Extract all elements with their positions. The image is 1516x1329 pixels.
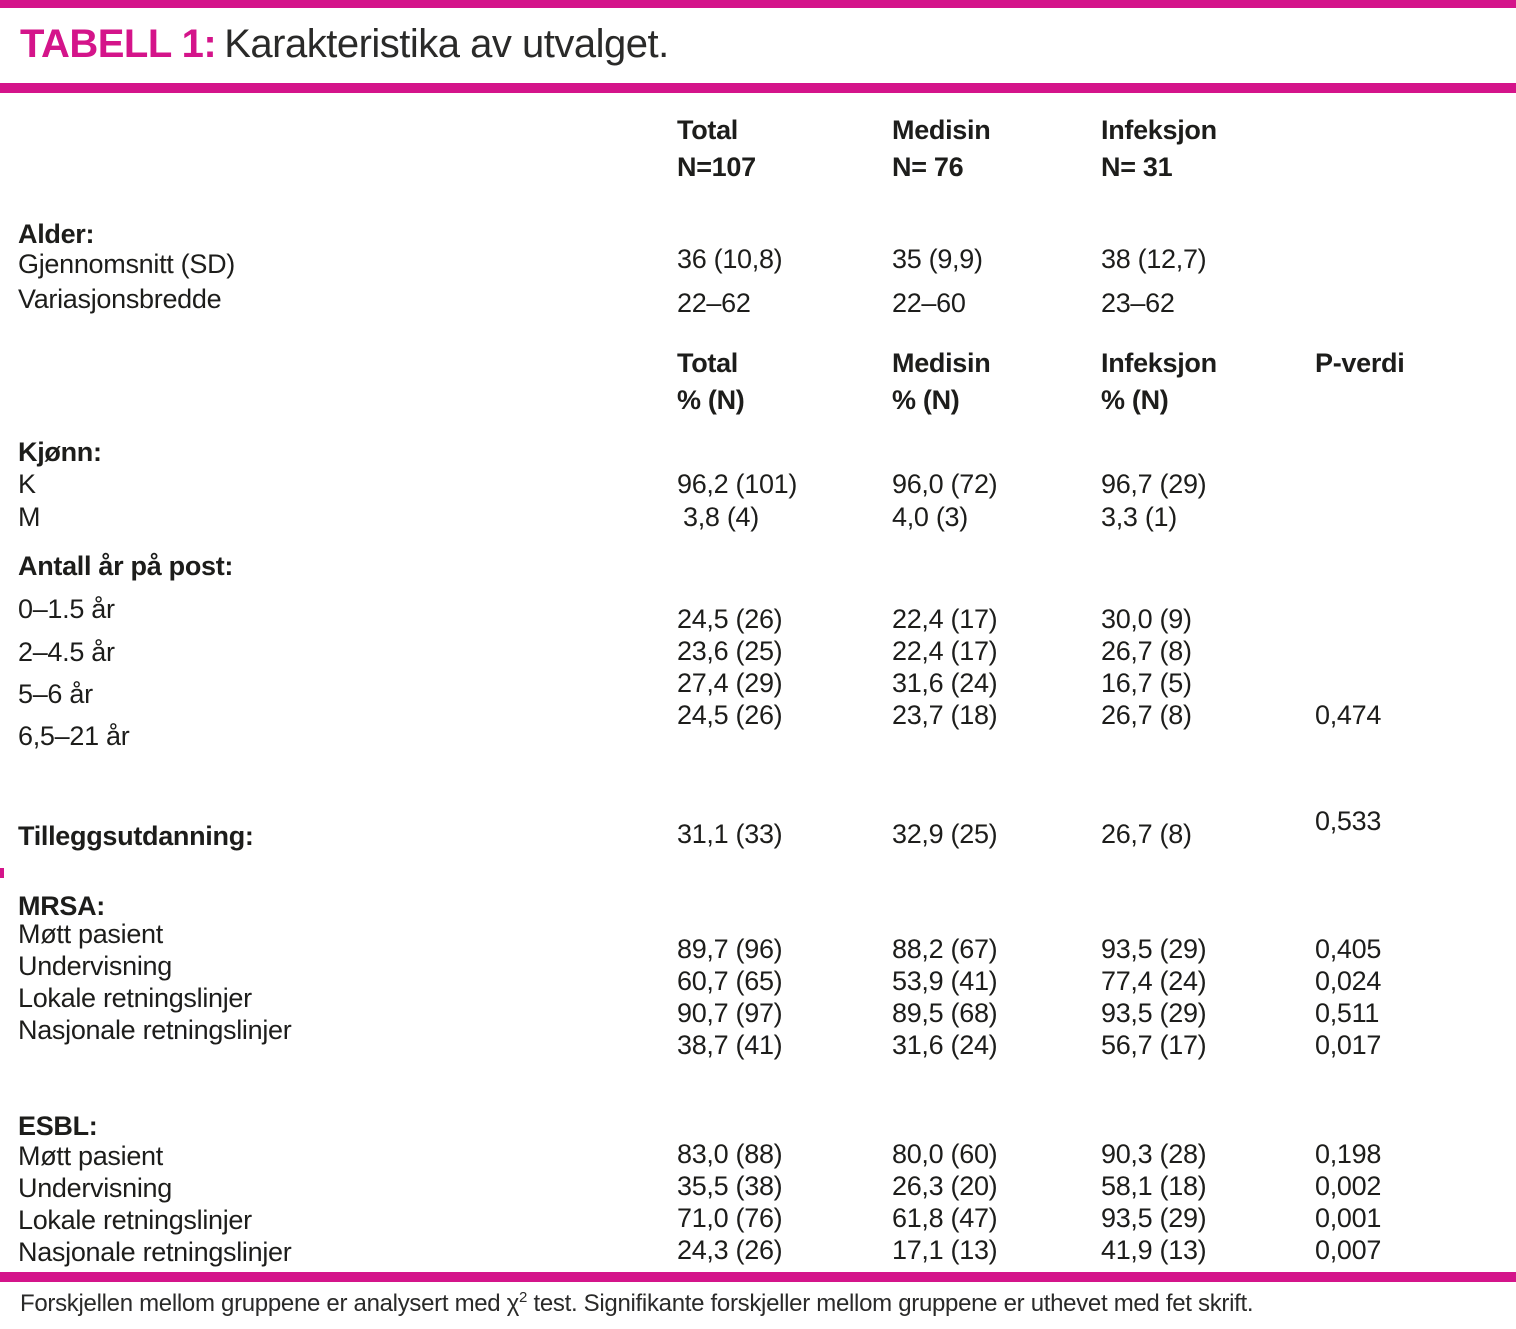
cell-p-verdi: 0,474 — [1315, 700, 1382, 730]
cell-infeksjon: 96,7 (29) — [1101, 469, 1207, 499]
column-header-p-verdi: P-verdi — [1315, 348, 1405, 378]
cell-medisin: 35 (9,9) — [892, 244, 983, 274]
row-label: Variasjonsbredde — [18, 284, 222, 314]
row-label: Undervisning — [18, 951, 172, 981]
section-heading-esbl: ESBL: — [18, 1111, 98, 1141]
column-header-total-pct — [677, 345, 745, 419]
column-header-name: Medisin — [892, 115, 991, 145]
section-heading-tilleggsutdanning: Tilleggsutdanning: — [18, 821, 254, 851]
row-label: K — [18, 469, 36, 499]
column-header-unit: % (N) — [677, 385, 745, 415]
column-header-infeksjon-pct — [1101, 345, 1217, 419]
title-rule — [0, 83, 1516, 93]
cell-infeksjon: 41,9 (13) — [1101, 1235, 1207, 1265]
cell-medisin: 31,6 (24) — [892, 668, 998, 698]
cell-total: 36 (10,8) — [677, 244, 783, 274]
row-label: M — [18, 502, 41, 532]
cell-medisin: 22–60 — [892, 288, 966, 318]
cell-infeksjon: 16,7 (5) — [1101, 668, 1192, 698]
column-header-medisin-n — [892, 112, 990, 186]
row-label: 5–6 år — [18, 679, 93, 709]
cell-infeksjon: 93,5 (29) — [1101, 998, 1207, 1028]
column-header-name: Total — [677, 115, 738, 145]
cell-infeksjon: 77,4 (24) — [1101, 966, 1207, 996]
column-header-total-n — [677, 112, 756, 186]
cell-p-verdi: 0,198 — [1315, 1139, 1382, 1169]
cell-total: 71,0 (76) — [677, 1203, 783, 1233]
cell-medisin: 96,0 (72) — [892, 469, 998, 499]
column-header-medisin-pct — [892, 345, 990, 419]
cell-medisin: 17,1 (13) — [892, 1235, 998, 1265]
cell-total: 90,7 (97) — [677, 998, 783, 1028]
cell-total: 22–62 — [677, 288, 751, 318]
cell-medisin: 61,8 (47) — [892, 1203, 998, 1233]
cell-medisin: 88,2 (67) — [892, 934, 998, 964]
table-title-tag: TABELL 1: — [20, 22, 217, 66]
cell-infeksjon: 58,1 (18) — [1101, 1171, 1207, 1201]
row-label: 0–1.5 år — [18, 594, 115, 624]
column-header-name: Infeksjon — [1101, 348, 1217, 378]
row-label: 6,5–21 år — [18, 721, 130, 751]
row-label: Lokale retningslinjer — [18, 983, 252, 1013]
cell-medisin: 89,5 (68) — [892, 998, 998, 1028]
cell-total: 24,3 (26) — [677, 1235, 783, 1265]
cell-total: 24,5 (26) — [677, 604, 783, 634]
row-label: Nasjonale retningslinjer — [18, 1237, 292, 1267]
row-label: Undervisning — [18, 1173, 172, 1203]
section-heading-antall-ar: Antall år på post: — [18, 551, 234, 581]
row-label: Nasjonale retningslinjer — [18, 1015, 292, 1045]
cell-total: 3,8 (4) — [683, 502, 759, 532]
chi-exponent: 2 — [519, 1289, 528, 1306]
table-title-text: Karakteristika av utvalget. — [224, 22, 669, 66]
cell-p-verdi: 0,405 — [1315, 934, 1382, 964]
cell-total: 35,5 (38) — [677, 1171, 783, 1201]
cell-p-verdi: 0,007 — [1315, 1235, 1382, 1265]
footnote — [20, 1290, 1253, 1318]
section-heading-mrsa: MRSA: — [18, 891, 105, 921]
top-rule — [0, 0, 1516, 8]
column-header-count: N= 31 — [1101, 152, 1173, 182]
cell-total: 27,4 (29) — [677, 668, 783, 698]
cell-total: 31,1 (33) — [677, 819, 783, 849]
cell-infeksjon: 90,3 (28) — [1101, 1139, 1207, 1169]
cell-total: 60,7 (65) — [677, 966, 783, 996]
cell-p-verdi: 0,511 — [1315, 998, 1380, 1028]
cell-infeksjon: 56,7 (17) — [1101, 1030, 1207, 1060]
column-header-count: N= 76 — [892, 152, 964, 182]
column-header-name: Infeksjon — [1101, 115, 1217, 145]
cell-infeksjon: 30,0 (9) — [1101, 604, 1192, 634]
footnote-text-2: test. Signifikante forskjeller mellom gruppene er uthevet med fet skrift. — [527, 1290, 1254, 1317]
cell-p-verdi: 0,001 — [1315, 1203, 1382, 1233]
cell-total: 24,5 (26) — [677, 700, 783, 730]
footnote-text-1: Forskjellen mellom gruppene er analysert med — [20, 1290, 507, 1317]
cell-infeksjon: 3,3 (1) — [1101, 502, 1177, 532]
cell-medisin: 31,6 (24) — [892, 1030, 998, 1060]
row-label: Gjennomsnitt (SD) — [18, 249, 235, 279]
cell-infeksjon: 26,7 (8) — [1101, 700, 1192, 730]
cell-p-verdi: 0,017 — [1315, 1030, 1382, 1060]
cell-medisin: 80,0 (60) — [892, 1139, 998, 1169]
cell-total: 89,7 (96) — [677, 934, 783, 964]
row-label: Møtt pasient — [18, 919, 163, 949]
row-label: Møtt pasient — [18, 1141, 163, 1171]
cell-medisin: 4,0 (3) — [892, 502, 968, 532]
cell-medisin: 22,4 (17) — [892, 636, 998, 666]
left-edge-rule-fragment — [0, 868, 4, 878]
cell-infeksjon: 26,7 (8) — [1101, 819, 1192, 849]
column-header-name: Medisin — [892, 348, 991, 378]
cell-medisin: 32,9 (25) — [892, 819, 998, 849]
section-heading-kjonn: Kjønn: — [18, 437, 102, 467]
row-label: 2–4.5 år — [18, 637, 115, 667]
cell-p-verdi: 0,024 — [1315, 966, 1382, 996]
cell-infeksjon: 93,5 (29) — [1101, 1203, 1207, 1233]
cell-infeksjon: 23–62 — [1101, 288, 1175, 318]
cell-medisin: 26,3 (20) — [892, 1171, 998, 1201]
cell-infeksjon: 38 (12,7) — [1101, 244, 1207, 274]
table-title — [20, 22, 669, 66]
column-header-unit: % (N) — [1101, 385, 1169, 415]
section-heading-alder: Alder: — [18, 219, 95, 249]
cell-p-verdi: 0,002 — [1315, 1171, 1382, 1201]
cell-infeksjon: 93,5 (29) — [1101, 934, 1207, 964]
cell-medisin: 23,7 (18) — [892, 700, 998, 730]
column-header-count: N=107 — [677, 152, 756, 182]
cell-infeksjon: 26,7 (8) — [1101, 636, 1192, 666]
cell-medisin: 22,4 (17) — [892, 604, 998, 634]
row-label: Lokale retningslinjer — [18, 1205, 252, 1235]
cell-total: 83,0 (88) — [677, 1139, 783, 1169]
cell-total: 96,2 (101) — [677, 469, 798, 499]
chi-symbol: χ — [506, 1290, 520, 1317]
bottom-rule — [0, 1272, 1516, 1282]
cell-total: 38,7 (41) — [677, 1030, 783, 1060]
cell-medisin: 53,9 (41) — [892, 966, 998, 996]
column-header-unit: % (N) — [892, 385, 960, 415]
column-header-infeksjon-n — [1101, 112, 1217, 186]
cell-p-verdi: 0,533 — [1315, 806, 1382, 836]
cell-total: 23,6 (25) — [677, 636, 783, 666]
column-header-name: Total — [677, 348, 738, 378]
